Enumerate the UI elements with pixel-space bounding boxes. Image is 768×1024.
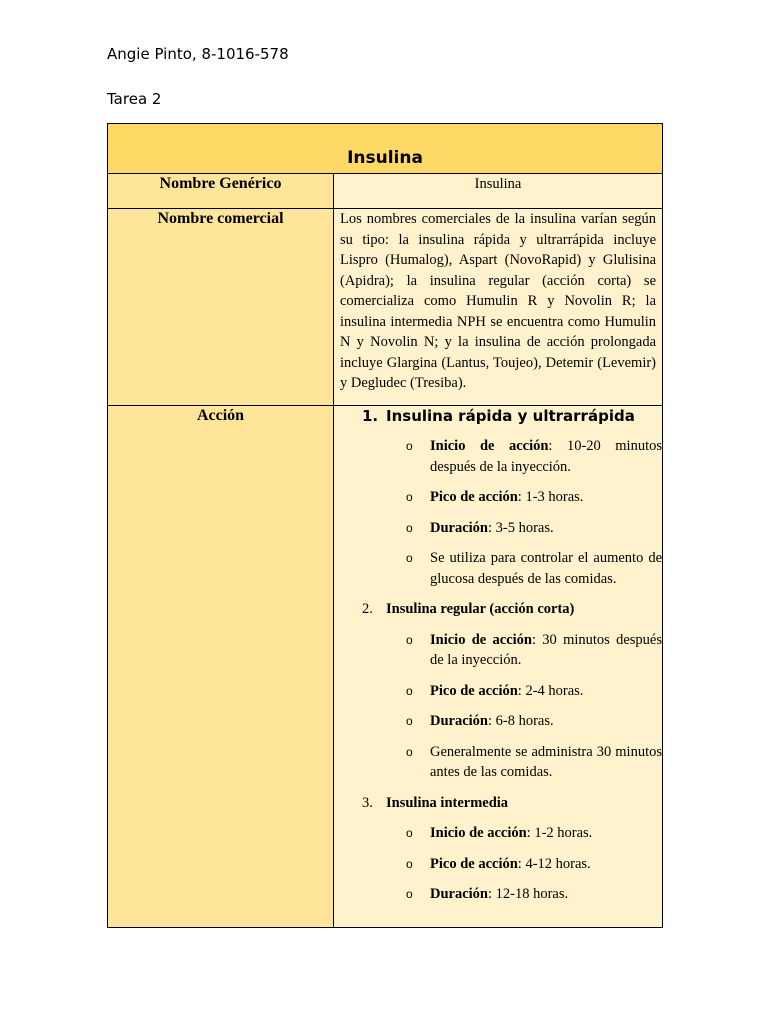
section-title: Insulina regular (acción corta) [386,601,575,617]
commercial-name-value: Los nombres comerciales de la insulina varían según su tipo: la insulina rápida y ultrarrápida incluye Lispro (Humalog), Aspart (NovoRapid) y Glulisina (Apidra); la insulina regular (acción corta) se comercializa como Humulin R y Novolin R; la insulina intermedia NPH se encuentra como Humulin N y Novolin N; y la insulina de acción prolongada incluye Glargina (Lantus, Toujeo), Detemir (Levemir) y Degludec (Tresiba). [334,209,663,406]
action-section-regular [362,599,662,620]
generic-name-label: Nombre Genérico [108,174,334,209]
bullet-icon: o [406,887,413,901]
table-row-generic [108,174,663,209]
bullet-icon: o [406,520,413,535]
task-title: Tarea 2 [107,90,162,108]
bullet-icon: o [406,551,413,565]
section-number: 1. [362,406,379,425]
action-section-rapid [362,406,662,427]
bullet-icon: o [406,856,413,871]
list-item: o Pico de acción: 1-3 horas. [406,487,662,508]
list-item: o Duración: 12-18 horas. [406,884,662,905]
bullet-icon: o [406,439,413,453]
table-title-cell [108,124,663,174]
section-list-intermediate [334,823,662,905]
list-item: o Pico de acción: 2-4 horas. [406,681,662,702]
insulin-table [107,123,663,928]
bullet-icon: o [406,744,413,759]
list-item: o Se utiliza para controlar el aumento de glucosa después de las comidas. [406,548,662,589]
table-row-commercial [108,209,663,406]
list-item: o Inicio de acción: 10-20 minutos después de la inyección. [406,436,662,477]
table-row-action [108,405,663,927]
generic-name-value: Insulina [334,174,663,209]
section-list-regular [334,630,662,783]
bullet-icon: o [406,632,413,647]
bullet-icon: o [406,714,413,728]
list-item: o Duración: 6-8 horas. [406,711,662,732]
list-item: o Inicio de acción: 1-2 horas. [406,823,662,844]
action-section-intermediate [362,793,662,814]
section-title: Insulina rápida y ultrarrápida [386,406,635,425]
author-line: Angie Pinto, 8-1016-578 [107,45,289,63]
list-item: o Duración: 3-5 horas. [406,518,662,539]
action-content [334,405,663,927]
section-list-rapid [334,436,662,589]
section-title: Insulina intermedia [386,794,509,811]
action-label: Acción [108,405,334,927]
bullet-icon: o [406,826,413,840]
table-title: Insulina [347,148,423,168]
section-number: 3. [362,794,373,811]
section-number: 2. [362,601,373,617]
bullet-icon: o [406,683,413,698]
bullet-icon: o [406,490,413,504]
list-item: o Generalmente se administra 30 minutos antes de las comidas. [406,742,662,783]
list-item: o Inicio de acción: 30 minutos después de la inyección. [406,630,662,671]
commercial-name-label: Nombre comercial [108,209,334,406]
list-item: o Pico de acción: 4-12 horas. [406,854,662,875]
